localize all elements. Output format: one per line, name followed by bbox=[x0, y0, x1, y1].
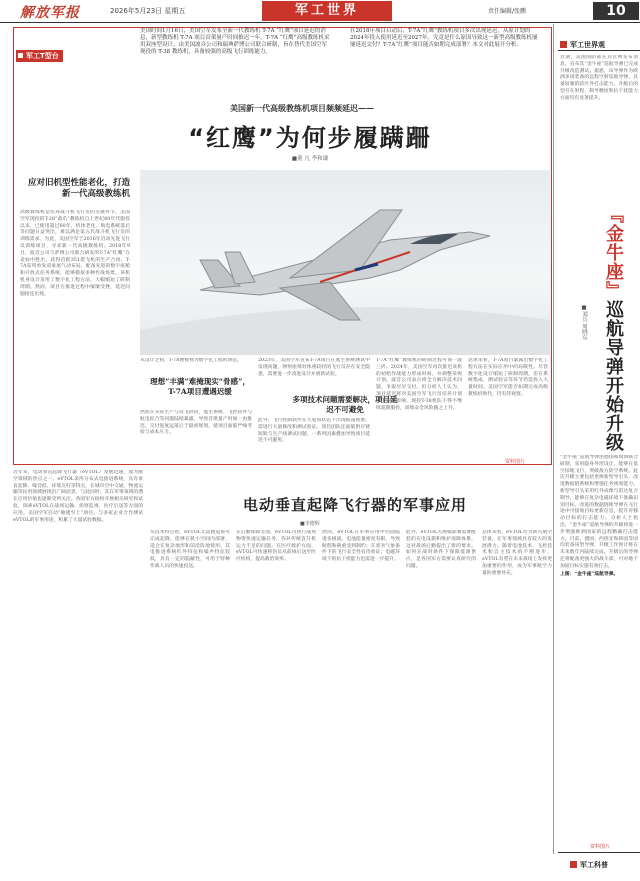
feature-body-2b: 然而在实际生产与试飞阶段，逃生系统、飞控软件与航电综合等问题陆续暴露，导致首批量产时间一再推迟，交付进度远落后于最初规划，使项目面临严峻考验与成本压力。 bbox=[140, 410, 252, 436]
newspaper-logo: 解放军报 bbox=[20, 5, 80, 21]
sidebar-photo-credit: 资料图片 bbox=[590, 844, 611, 850]
feature-body-3: 2023年，美国空军宣布T-7A项目在逃生系统测试中发现问题，弹射座椅对体重较轻的飞行员存在安全隐患，需要进一步改进设计并重新试验。 bbox=[258, 358, 370, 377]
lead-right: 在2018年项目启动后，T-7A“红鹰”教练机项目多次出现延迟，从原计划的2024年投入使用延迟至2027年。究竟是什么原因导致这一新型高级教练机屡屡延迟交付？T-7A“红鹰”项目能否如期完成部署？本文对此展开分析。 bbox=[350, 28, 538, 48]
feature-lead bbox=[140, 28, 550, 64]
sidebar-footer-label: 军工科普 bbox=[580, 861, 608, 869]
bottom-body-6: 总体来看，eVTOL作为新兴航空装备，在军事领域具有较大的发展潜力。随着电池技术、飞控技术和自主技术的不断进步，eVTOL有望在未来战场上发挥更加重要的作用，成为军事航空力量的重要补充。 bbox=[482, 530, 552, 576]
sidebar-headline-black: 巡航导弹开始升级 bbox=[603, 300, 624, 452]
sidebar-footer-tag bbox=[570, 860, 608, 870]
subheading-2: 理想“丰满”难掩现实“骨感”，T-7A项目遭遇迟缓 bbox=[150, 377, 250, 396]
square-icon bbox=[560, 41, 567, 48]
sidebar-headline bbox=[596, 205, 626, 452]
sidebar-caption: 上图：“金牛座”巡航导弹。 bbox=[560, 570, 619, 577]
sidebar-text-bottom bbox=[560, 455, 638, 840]
bottom-byline: ■李德辉 bbox=[300, 521, 320, 527]
column-divider bbox=[553, 24, 554, 854]
sidebar-tag bbox=[560, 40, 605, 50]
feature-body-2: 从设计之初，T-7A便被视为数字化工程的典范。 bbox=[140, 358, 242, 363]
sidebar-byline: ■刘兵 周晓东 bbox=[581, 305, 587, 341]
feature-body-5: 总体来看，T-7A项目暴露出数字化工程方法在实际应用中的局限性。尽管数字化设计缩短了研制周期，但在系统集成、测试验证等环节仍需投入大量时间。美国空军能否如期完成高级教练机换代，仍有待观察。 bbox=[468, 358, 548, 397]
bottom-body-2: 从技术特点看，eVTOL无需跑道即可完成起降，能够在狭小空间内部署，适合在复杂地形和前沿阵地使用。其电推进系统红外特征和噪声特征较低，具有一定的隐蔽性，可用于特种作战人员的快速投送。 bbox=[150, 530, 230, 569]
sidebar-footer-rule bbox=[558, 852, 640, 853]
subheading-3: 多项技术问题需要解决，项目延迟不可避免 bbox=[292, 395, 398, 414]
feature-photo-credit: 资料图片 bbox=[505, 459, 526, 465]
lead-left: 美国时间1月16日，美国空军发布全新一代教练机 T-7A “红鹰”项目延迟的消息，新型教练机 T-7A 项目首架量产时间推迟一年。T-7A “红鹰”高级教练机采用双座型设计，由美国波音公司和瑞典萨博公司联合研制，旨在替代美国空军现役的 T-38 教练机，具备较强的高级飞行训练能力。 bbox=[140, 28, 330, 55]
bottom-body-1: 近年来，电动垂直起降飞行器（eVTOL）发展迅速，成为航空领域的热点之一。eVTOL采用分布式电推进系统，具有垂直起降、噪音低、环境友好等特点，在城市空中交通、物流运输等民用领域展现出广阔前景。与此同时，其在军事领域的潜在应用价值也逐渐受到关注。各国军方纷纷开展相关研究和试验，探索eVTOL在战场运输、侦察监视、医疗后送等方面的应用。美国空军启动“敏捷至上”项目，与多家企业合作测试eVTOL的军事用途，积累了大量试验数据。 bbox=[13, 470, 143, 523]
feature-body-4: T-7A“红鹰”教练机的研制过程可谓一波三折。2024年，美国空军再次推迟该机的初始作战能力形成时间，并调整采购计划。波音公司表示将全力解决技术问题，争取尽早交付。但分析人士认为，项目延迟将对美国空军飞行员培养计划产生连锁影响，现役T-38机队不得不继续超期服役，训练安全风险随之上升。 bbox=[376, 358, 462, 411]
section-title: 军工世界 bbox=[262, 1, 392, 21]
bottom-headline: 电动垂直起降飞行器的军事应用 bbox=[242, 496, 467, 514]
bottom-body-3: 在后勤保障方面，eVTOL可执行战场物资快速运输任务，弥补传统直升机运力不足的问题。在医疗救护方面，eVTOL可快速将伤员从前线后送至医疗机构，提高救治效率。 bbox=[236, 530, 316, 563]
sidebar-body: “金牛座”巡航导弹由德国和瑞典联合研制，采用隐身外形设计，能够在低空掠地飞行，突破敌方防空系统。此次升级主要包括更换新型导引头、改进数据链系统和增强任务规划能力。新型导引头采用红外成像与雷达复合制导，能够在复杂电磁环境下准确识别目标。改进的数据链使导弹在飞行途中可接收目标更新信息，提升对移动目标的打击能力。分析人士指出，“金牛座”巡航导弹的升级将进一步增强欧洲国家的远程精确打击能力。目前，德国、西班牙和韩国等国均装备该型导弹，升级工作预计将在未来数年内陆续完成。升级后的导弹还将配备更强大的战斗部，可对地下加固目标实施有效打击。 bbox=[560, 455, 638, 569]
sidebar-tag-label: 军工世界观 bbox=[570, 41, 605, 49]
feature-tag: 军工T型台 bbox=[16, 50, 63, 62]
subheading-1: 应对旧机型性能老化，打造新一代高级教练机 bbox=[27, 178, 130, 199]
page-number: 10 bbox=[593, 2, 639, 20]
dateline: 2026年5月23日 星期五 bbox=[110, 7, 186, 15]
feature-body-1: 高级教练机是培养战斗机飞行员的关键环节。美国空军现役的T-38“禽爪”教练机自上世纪60年代服役以来，已使用超过60年，机体老化、航电系统落后等问题日益突出，难以满足第五代战斗机飞行员的训练需求。为此，美国空军于2016年启动先进飞行员训练项目，寻求新一代高级教练机。2018年9月，波音公司与萨博公司联合研发的T-7A“红鹰”在竞标中胜出，获得首批351架飞机的生产合同。T-7A采用单发双垂尾气动布局，配备先进的数字座舱和开放式任务系统，能够模拟多种作战场景。该机机身设计采用了数字化工程方法，大幅缩短了研制周期。然而，项目在推进过程中屡屡受挫，延迟问题接连出现。 bbox=[20, 210, 130, 297]
sidebar-rule bbox=[558, 50, 640, 51]
feature-headline: “红鹰”为何步履蹒跚 bbox=[188, 124, 432, 152]
square-icon bbox=[570, 861, 577, 868]
bottom-body-4: 然而，eVTOL在军事应用中仍面临诸多挑战。电池能量密度有限，导致航程和载重受到制约；在恶劣气象条件下的飞行安全性有待验证；电磁环境下的抗干扰能力也需进一步提升。 bbox=[322, 530, 400, 563]
feature-kicker: 美国新一代高级教练机项目频频延迟—— bbox=[230, 103, 374, 113]
jet-illustration bbox=[140, 170, 550, 355]
jet-photo bbox=[140, 170, 550, 355]
sidebar-headline-red: 『金牛座』 bbox=[603, 205, 624, 300]
masthead-rule bbox=[0, 22, 640, 23]
bottom-body-5: 此外，eVTOL大规模部署需要配套的充电设施和维护保障体系，这对战场后勤提出了新的要求。如何在战时条件下保障能源供应，是各国军方需要认真研究的问题。 bbox=[406, 530, 476, 569]
feature-body-3b: 此外，飞行控制软件在大迎角状态下出现振荡现象，需进行大量修改和测试验证。项目团队还面临供应链短缺与生产线调试问题，一系列因素叠加导致项目延迟不可避免。 bbox=[258, 418, 370, 444]
editor-credit: 责任编辑/张鹏 bbox=[488, 8, 527, 15]
feature-byline: ■董 凡 李和谦 bbox=[291, 156, 329, 162]
sidebar-text-top: 近期，美国国防部在其官网发布消息，宣布其“金牛座”巡航导弹已完成升级改造测试。据悉，该导弹作为欧洲多国装备的远程空射巡航导弹，具备较强的防区外打击能力，升级后的型号在射程、制导精度和抗干扰能力方面均有显著提升。 bbox=[560, 55, 638, 101]
